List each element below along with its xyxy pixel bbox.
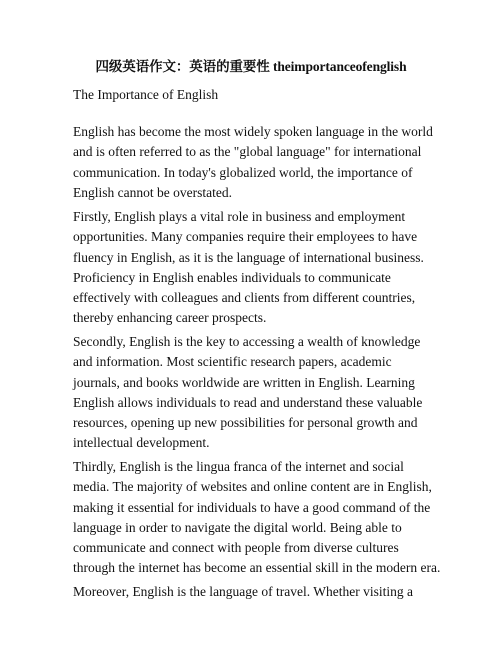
paragraph-internet [73, 457, 441, 579]
text-line: Secondly, English is the key to accessing a wealth of knowledge [73, 334, 421, 349]
paragraph-knowledge [73, 332, 433, 454]
document-title: 四级英语作文：英语的重要性 theimportanceofenglish [95, 59, 407, 74]
text-line: intellectual development. [73, 435, 210, 451]
text-line: resources, opening up new possibilities for personal growth and [73, 415, 418, 431]
text-line: through the internet has become an essential skill in the modern era. [73, 560, 441, 576]
text-line: communication. In today's globalized world, the importance of [73, 164, 413, 180]
text-line: communicate and connect with people from diverse cultures [73, 540, 399, 556]
text-line: Moreover, English is the language of travel. Whether visiting a [73, 584, 413, 599]
text-line: English cannot be overstated. [73, 184, 232, 200]
text-line: opportunities. Many companies require their employees to have [73, 229, 418, 245]
paragraph-intro [73, 122, 433, 203]
text-line: and information. Most scientific research papers, academic [73, 354, 392, 370]
text-line: media. The majority of websites and online content are in English, [73, 479, 432, 495]
text-line: English has become the most widely spoken language in the world [73, 124, 433, 139]
paragraph-business [73, 207, 433, 329]
text-line: Thirdly, English is the lingua franca of the internet and social [73, 459, 404, 474]
text-line: English allows individuals to read and understand these valuable [73, 394, 423, 410]
text-line: fluency in English, as it is the language of international business. [73, 249, 424, 265]
text-line: Firstly, English plays a vital role in business and employment [73, 209, 406, 224]
text-line: journals, and books worldwide are written in English. Learning [73, 374, 415, 390]
paragraph-travel [73, 582, 433, 602]
text-line: language in order to navigate the digital world. Being able to [73, 519, 402, 535]
text-line: thereby enhancing career prospects. [73, 310, 267, 326]
text-line: making it essential for individuals to have a good command of the [73, 499, 431, 515]
essay-title: The Importance of English [73, 87, 219, 102]
text-line: Proficiency in English enables individuals to communicate [73, 269, 391, 285]
text-line: effectively with colleagues and clients from different countries, [73, 290, 416, 306]
text-line: and is often referred to as the "global language" for international [73, 144, 422, 160]
